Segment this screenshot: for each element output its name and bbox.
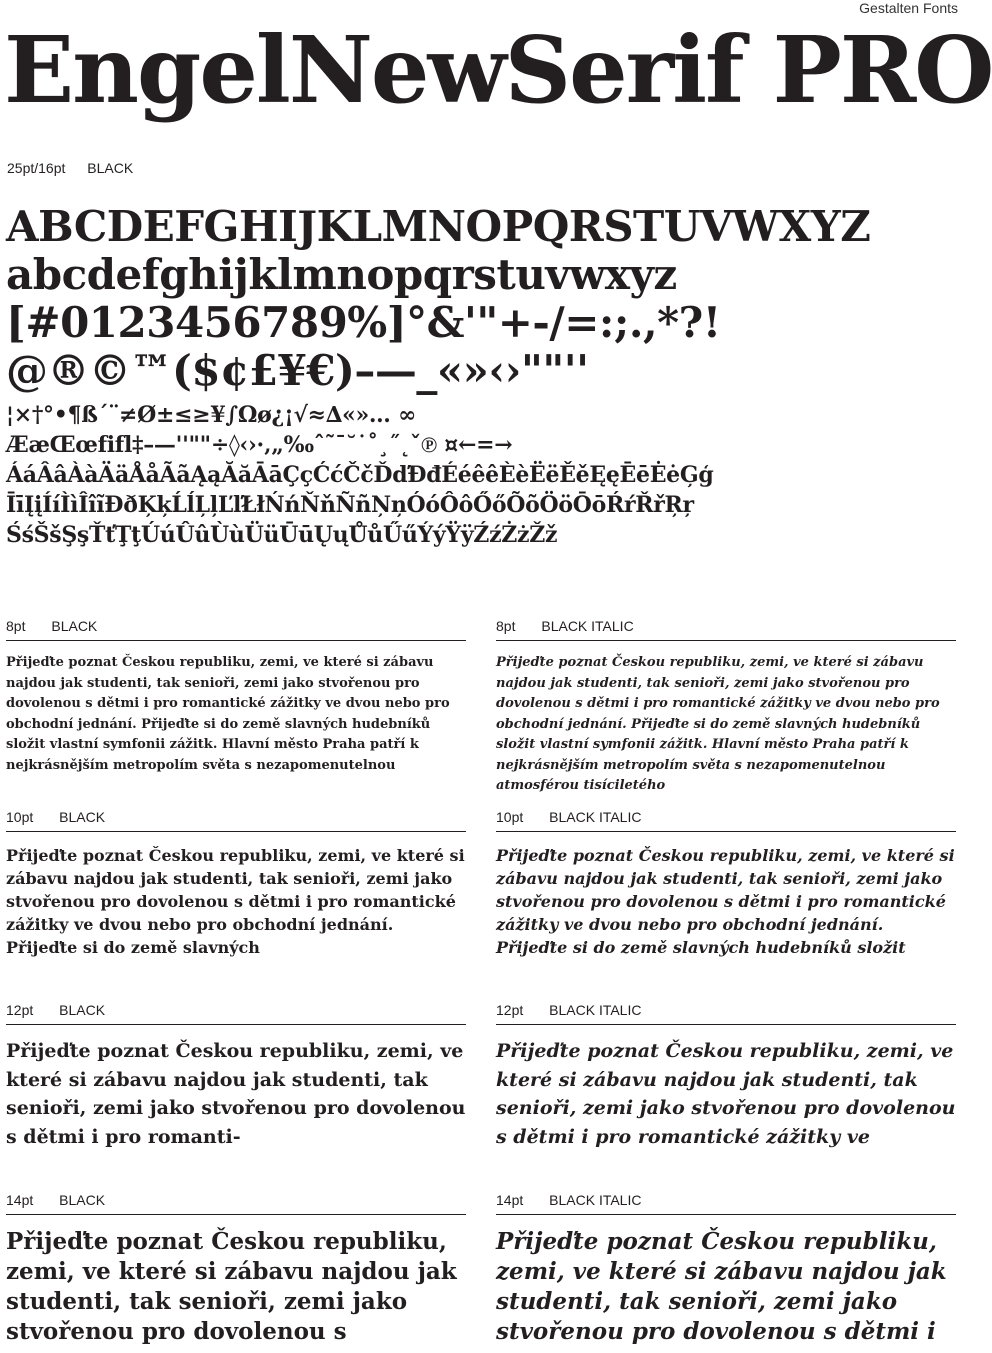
glyph-row-lower: abcdefghijklmnopqrstuvwxyz bbox=[6, 250, 677, 299]
sample-weight: BLACK bbox=[51, 618, 98, 634]
sample-header bbox=[496, 1192, 956, 1215]
sample-weight: BLACK ITALIC bbox=[541, 618, 634, 634]
sample-size: 14pt bbox=[6, 1192, 34, 1208]
glyph-set-large bbox=[6, 203, 870, 395]
sample-header bbox=[496, 809, 956, 832]
sample-8pt-black-italic bbox=[496, 618, 956, 793]
sample-weight: BLACK ITALIC bbox=[549, 809, 642, 825]
sample-size: 12pt bbox=[6, 1002, 34, 1018]
sample-text: Přijeďte poznat Českou republiku, zemi, ve které si zábavu najdou jak studenti, tak senioři, zemi jako stvořenou pro dovolenou s dětmi i pro romantické zážitky ve dvou nebo pro obchodní jednání. Přijeďte si do země slavných hudebníků složit vlastní symfonii zážitk. Hlavní město Praha patří k nejkrásnějším metropolím světa s nezapomenutelnou bbox=[6, 655, 450, 773]
sample-12pt-black-italic bbox=[496, 1002, 956, 1157]
font-title: EngelNewSerif PRO bbox=[4, 16, 992, 124]
glyph-set-extended bbox=[6, 400, 713, 550]
sample-header bbox=[496, 1002, 956, 1025]
sample-size: 14pt bbox=[496, 1192, 524, 1208]
sample-14pt-black bbox=[6, 1192, 466, 1351]
glyph-row-extra2: ÆæŒœfifl‡–—''""÷◊‹›·‚„‰ˆ˜¯˘˙˚¸˝˛ˇ℗ ¤←=→ bbox=[6, 432, 513, 458]
sample-14pt-black-italic bbox=[496, 1192, 956, 1351]
specimen-size: 25pt/16pt bbox=[7, 160, 66, 176]
glyph-row-extra3: ÁáÂâÀàÄäÅåÃãĄąĂăĀāÇçĆćČčĎďĐđÉéêêÈèËëĚěĘęĒēĖėĢģ bbox=[6, 462, 714, 488]
sample-weight: BLACK bbox=[59, 1192, 106, 1208]
glyph-row-numerals: [#0123456789%]°&'"+-/=:;.,*?! bbox=[6, 298, 721, 347]
sample-size: 10pt bbox=[496, 809, 524, 825]
sample-weight: BLACK ITALIC bbox=[549, 1192, 642, 1208]
sample-header bbox=[6, 1192, 466, 1215]
sample-header bbox=[6, 1002, 466, 1025]
sample-text: Přijeďte poznat Českou republiku, zemi, ve které si zábavu najdou jak studenti, tak senioři, zemi jako stvořenou pro dovolenou s dětmi i pro romanti- bbox=[6, 1040, 466, 1148]
glyph-row-upper: ABCDEFGHIJKLMNOPQRSTUVWXYZ bbox=[6, 202, 871, 251]
sample-header bbox=[6, 618, 466, 641]
specimen-weight: BLACK bbox=[87, 160, 134, 176]
sample-weight: BLACK bbox=[59, 809, 106, 825]
glyph-row-extra4: ĪīĮįÍíÌìÎîĩĐðĶķĹĺĻļĽľŁłŃńŇňÑñŅņÓóÔôŐőÕõÖöŌōŔŕŘřŖŗ bbox=[6, 492, 694, 518]
sample-size: 8pt bbox=[496, 618, 516, 634]
sample-size: 12pt bbox=[496, 1002, 524, 1018]
sample-size: 8pt bbox=[6, 618, 26, 634]
sample-weight: BLACK bbox=[59, 1002, 106, 1018]
sample-text: Přijeďte poznat Českou republiku, zemi, ve které si zábavu najdou jak studenti, tak senioři, zemi jako stvořenou pro dovolenou s bbox=[6, 1228, 457, 1345]
sample-weight: BLACK ITALIC bbox=[549, 1002, 642, 1018]
sample-8pt-black bbox=[6, 618, 466, 779]
sample-10pt-black bbox=[6, 809, 466, 962]
glyph-row-symbols: @®©™($¢£¥€)–—_«»‹›""'' bbox=[6, 346, 589, 395]
sample-text: Přijeďte poznat Českou republiku, zemi, ve které si zábavu najdou jak studenti, tak senioři, zemi jako stvořenou pro dovolenou s dětmi i pro romantické zážitky ve dvou nebo pro obchodní jednání. Přijeďte si do země slavných bbox=[6, 846, 465, 957]
sample-text: Přijeďte poznat Českou republiku, zemi, ve které si zábavu najdou jak studenti, tak senioři, zemi jako stvořenou pro dovolenou s dětmi i pro romantické zážitky ve dvou nebo pro obchodní jednání. Přijeďte si do země slavných hudebníků složit vlastní symfonii zážitk. Hlavní město Praha patří k nejkrásnějším metropolím světa s nezapomenutelnou atmosférou tisíciletého bbox=[496, 655, 940, 793]
sample-size: 10pt bbox=[6, 809, 34, 825]
glyph-row-extra5: ŚśŠšŞşŤťŢţÚúÛûÙùÜüŪūŲųŮůŰűÝýŸÿŹźŻżŽž bbox=[6, 522, 558, 548]
sample-header bbox=[6, 809, 466, 832]
sample-text: Přijeďte poznat Českou republiku, zemi, ve které si zábavu najdou jak studenti, tak senioři, zemi jako stvořenou pro dovolenou s dětmi i pro romantické zážitky ve bbox=[496, 1040, 956, 1148]
sample-header bbox=[496, 618, 956, 641]
brand-label: Gestalten Fonts bbox=[859, 0, 958, 16]
sample-text: Přijeďte poznat Českou republiku, zemi, ve které si zábavu najdou jak studenti, tak senioři, zemi jako stvořenou pro dovolenou s dětmi i pro romantické zážitky ve dvou nebo pro obchodní jednání. Přijeďte si do země slavných hudebníků složit bbox=[496, 846, 955, 957]
sample-text: Přijeďte poznat Českou republiku, zemi, ve které si zábavu najdou jak studenti, tak senioři, zemi jako stvořenou pro dovolenou s dětmi i bbox=[496, 1228, 947, 1345]
glyph-row-extra1: ¦×†°•¶ß´¨≠Ø±≤≥¥∫Ωø¿¡√≈∆«»… ∞ bbox=[6, 402, 417, 428]
sample-12pt-black bbox=[6, 1002, 466, 1157]
sample-10pt-black-italic bbox=[496, 809, 956, 962]
specimen-meta bbox=[7, 160, 151, 176]
